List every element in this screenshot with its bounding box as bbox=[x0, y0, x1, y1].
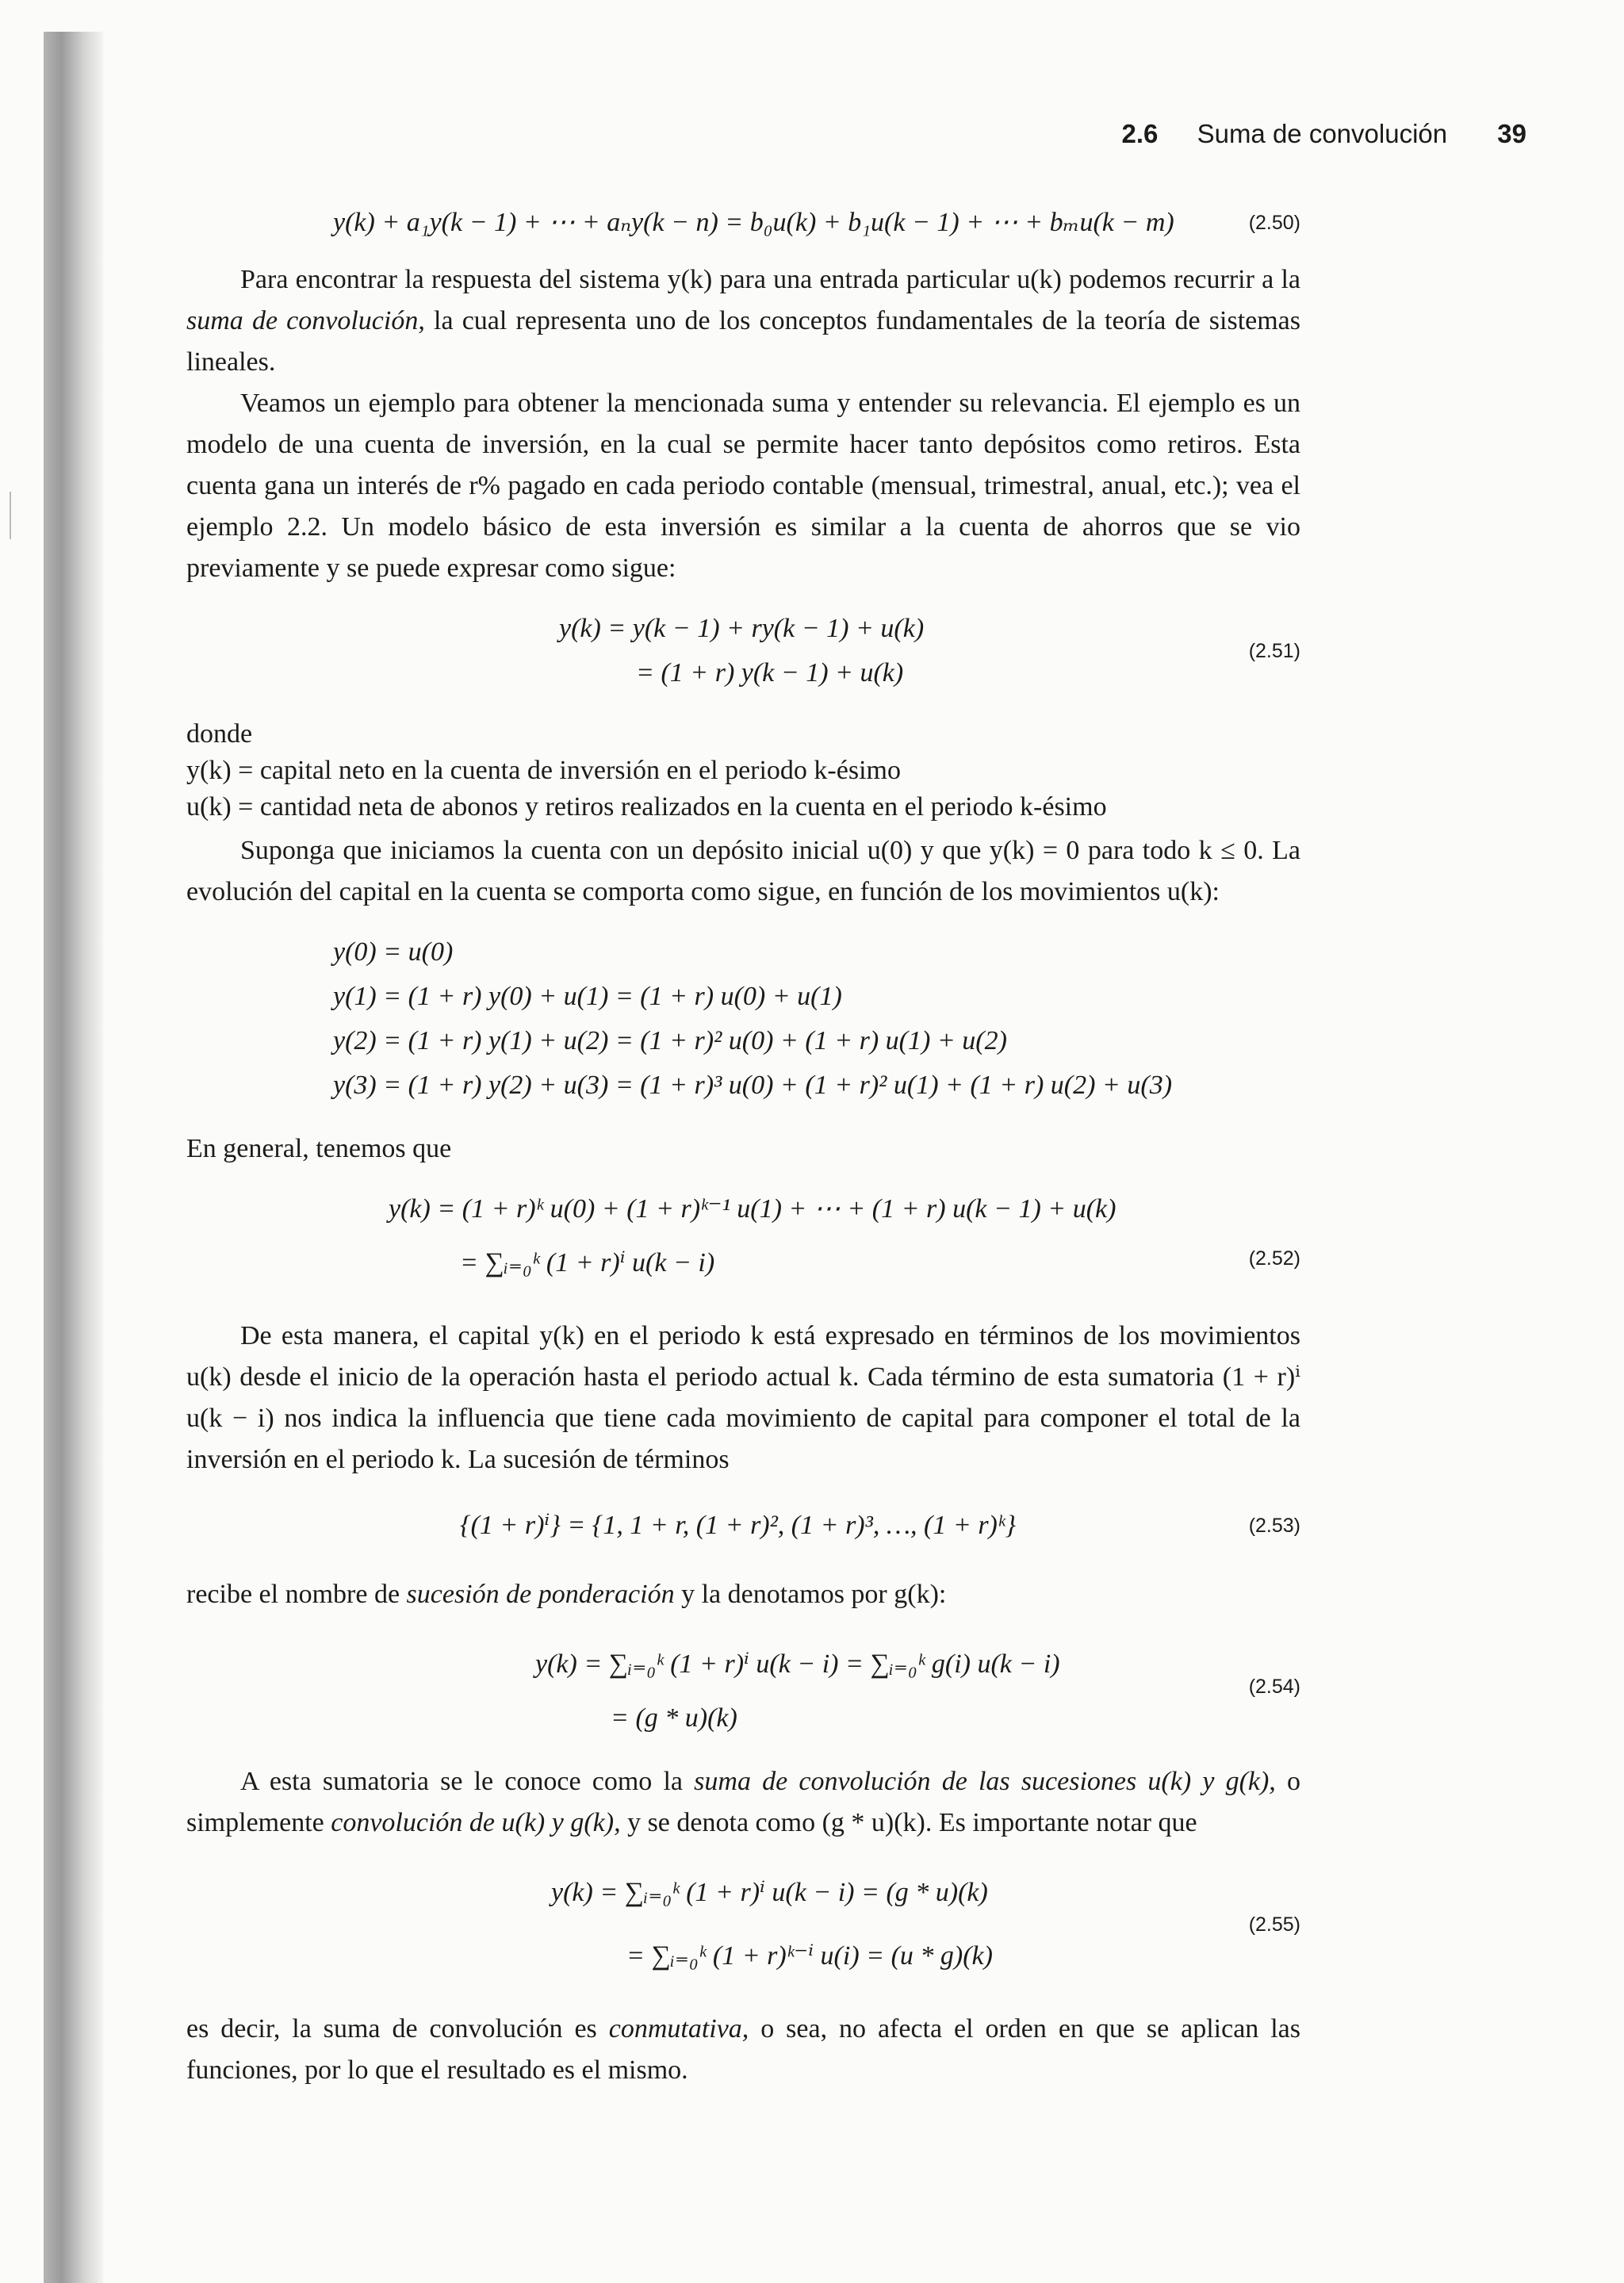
equation-2-50 bbox=[186, 201, 1300, 245]
emphasis-term: sucesión de ponderación bbox=[406, 1580, 675, 1609]
page-body bbox=[186, 201, 1300, 2091]
text-run: recibe el nombre de bbox=[186, 1580, 407, 1609]
equation-line: y(2) = (1 + r) y(1) + u(2) = (1 + r)² u(0) + (1 + r) u(1) + u(2) bbox=[333, 1026, 1007, 1055]
equation-line: y(3) = (1 + r) y(2) + u(3) = (1 + r)³ u(0) + (1 + r)² u(1) + (1 + r) u(2) + u(3) bbox=[333, 1071, 1173, 1100]
equation-line: = ∑ᵢ₌₀ᵏ (1 + r)ⁱ u(k − i) bbox=[460, 1248, 715, 1277]
equation-2-54 bbox=[186, 1633, 1300, 1741]
definitions-list bbox=[186, 716, 1300, 825]
definition-u: u(k) = cantidad neta de abonos y retiros realizados en la cuenta en el periodo k-ésimo bbox=[186, 792, 1107, 822]
definition-y: y(k) = capital neto en la cuenta de inversión en el periodo k-ésimo bbox=[186, 756, 901, 785]
equation-line: = (g * u)(k) bbox=[611, 1703, 737, 1733]
equation-line: y(k) = (1 + r)ᵏ u(0) + (1 + r)ᵏ⁻¹ u(1) + ⋯ + (1 + r) u(k − 1) + u(k) bbox=[389, 1194, 1116, 1224]
equation-number: (2.50) bbox=[1248, 212, 1300, 234]
equation-2-53 bbox=[186, 1498, 1300, 1553]
paragraph-convolution-def bbox=[186, 1761, 1300, 1844]
equation-number: (2.54) bbox=[1248, 1676, 1300, 1698]
section-number: 2.6 bbox=[1121, 119, 1159, 148]
paragraph-intro bbox=[186, 259, 1300, 383]
emphasis-term: convolución de u(k) y g(k), bbox=[331, 1808, 621, 1837]
equation-line: y(k) + a₁y(k − 1) + ⋯ + aₙy(k − n) = b₀u(k) + b₁u(k − 1) + ⋯ + bₘu(k − m) bbox=[333, 208, 1174, 237]
equation-number: (2.53) bbox=[1248, 1515, 1300, 1537]
paragraph-example: Veamos un ejemplo para obtener la mencionada suma y entender su relevancia. El ejemplo es un modelo de una cuenta de inversión, en la cual se permite hacer tanto depósitos como retiros. Esta cuenta gana un interés de r% pagado en cada periodo contable (mensual, trimestral, anual, etc.); vea el ejemplo 2.2. Un modelo básico de esta inversión es similar a la cuenta de ahorros que se vio previamente y se puede expresar como sigue: bbox=[186, 389, 1300, 583]
paragraph-interpretation: De esta manera, el capital y(k) en el periodo k está expresado en términos de los movimientos u(k) desde el inicio de la operación hasta el periodo actual k. Cada término de esta sumatoria (1 + r)ⁱ u(k − i) nos indica la influencia que tiene cada movimiento de capital para componer el total de la inversión en el periodo k. La sucesión de términos bbox=[186, 1321, 1300, 1474]
text-run: y la denotamos por g(k): bbox=[674, 1580, 947, 1609]
text-run: y se denota como (g * u)(k). Es importante notar que bbox=[620, 1808, 1197, 1837]
equation-evolution bbox=[186, 930, 1300, 1108]
equation-2-52 bbox=[186, 1187, 1300, 1295]
equation-line: y(0) = u(0) bbox=[333, 937, 454, 967]
section-title: Suma de convolución bbox=[1197, 119, 1448, 148]
definitions-heading: donde bbox=[186, 719, 253, 749]
equation-2-55 bbox=[186, 1861, 1300, 1988]
equation-line: = ∑ᵢ₌₀ᵏ (1 + r)ᵏ⁻ⁱ u(i) = (u * g)(k) bbox=[626, 1941, 993, 1971]
equation-line: y(k) = ∑ᵢ₌₀ᵏ (1 + r)ⁱ u(k − i) = ∑ᵢ₌₀ᵏ g(i) u(k − i) bbox=[535, 1649, 1060, 1679]
text-run: la cual representa uno de los conceptos fundamentales de la teoría de sistemas lineales. bbox=[186, 306, 1301, 377]
text-run: o sea, no afecta el orden en que se aplican las funciones, por lo que el resultado es el mismo. bbox=[186, 2014, 1300, 2085]
emphasis-term: suma de convolución de las sucesiones u(k) y g(k), bbox=[694, 1767, 1276, 1796]
paragraph-commutative bbox=[186, 2009, 1300, 2091]
running-header bbox=[1122, 119, 1526, 149]
equation-line: = (1 + r) y(k − 1) + u(k) bbox=[636, 658, 904, 688]
equation-number: (2.55) bbox=[1248, 1913, 1300, 1936]
paragraph-weighting bbox=[186, 1574, 1300, 1615]
equation-number: (2.51) bbox=[1248, 640, 1300, 662]
equation-line: y(1) = (1 + r) y(0) + u(1) = (1 + r) u(0) + u(1) bbox=[333, 982, 842, 1011]
text-run: A esta sumatoria se le conoce como la bbox=[240, 1767, 695, 1796]
emphasis-term: suma de convolución, bbox=[186, 306, 425, 335]
equation-line: {(1 + r)ⁱ} = {1, 1 + r, (1 + r)², (1 + r)³, …, (1 + r)ᵏ} bbox=[460, 1511, 1017, 1540]
equation-line: y(k) = ∑ᵢ₌₀ᵏ (1 + r)ⁱ u(k − i) = (g * u)(k) bbox=[551, 1878, 988, 1907]
equation-2-51 bbox=[186, 607, 1300, 695]
page-number: 39 bbox=[1497, 119, 1526, 148]
text-run: es decir, la suma de convolución es bbox=[186, 2014, 609, 2044]
equation-number: (2.52) bbox=[1248, 1247, 1300, 1270]
equation-line: y(k) = y(k − 1) + ry(k − 1) + u(k) bbox=[559, 614, 925, 643]
paragraph-general: En general, tenemos que bbox=[186, 1134, 452, 1163]
paragraph-initial-deposit: Suponga que iniciamos la cuenta con un depósito inicial u(0) y que y(k) = 0 para todo k ≤ 0. La evolución del capital en la cuenta se comporta como sigue, en función de los movimientos u(k): bbox=[186, 836, 1300, 906]
text-run: o simplemente bbox=[186, 1767, 1300, 1837]
text-run: Para encontrar la respuesta del sistema y(k) para una entrada particular u(k) podemos recurrir a la bbox=[240, 265, 1300, 294]
emphasis-term: conmutativa, bbox=[608, 2014, 749, 2044]
book-binding-shadow bbox=[44, 32, 103, 2283]
page-edge-mark bbox=[10, 492, 11, 539]
